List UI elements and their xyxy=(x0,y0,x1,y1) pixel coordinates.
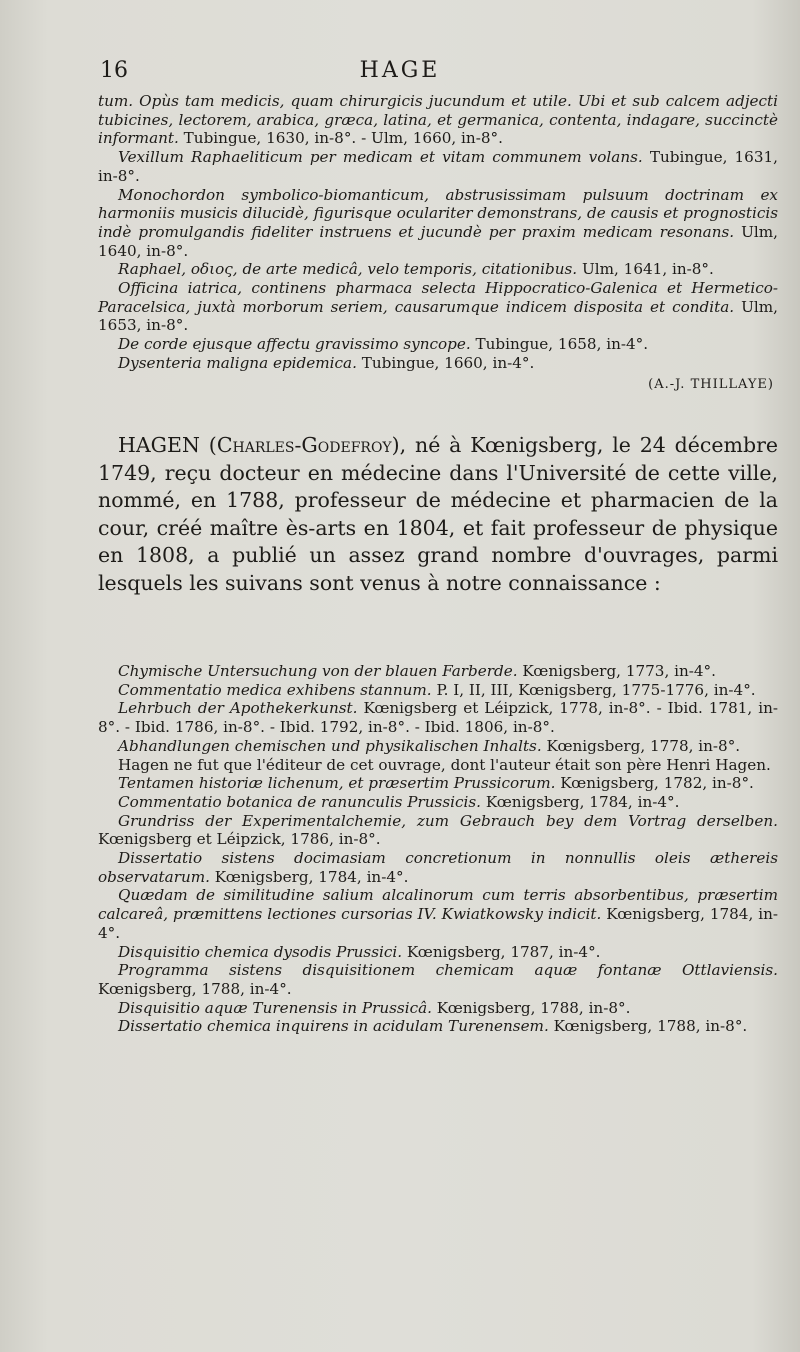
bib-title: De corde ejusque affectu gravissimo syncope. xyxy=(118,335,471,354)
bib-details: Hagen ne fut que l'éditeur de cet ouvrage, dont l'auteur était son père Henri Hagen. xyxy=(118,755,771,774)
bib-details: Kœnigsberg et Léipzick, 1786, in-8°. xyxy=(98,830,381,849)
page-header xyxy=(0,58,800,88)
bib-title: Vexillum Raphaeliticum per medicam et vitam communem volans. xyxy=(118,148,643,167)
bib-entry xyxy=(98,92,778,148)
bib-entry xyxy=(98,849,778,886)
biography-paragraph: HAGEN (Charles-Godefroy), né à Kœnigsberg, le 24 décembre 1749, reçu docteur en médecine dans l'Université de cette ville, nommé, en 1788, professeur de médecine et pharmacien de la cour, créé maître ès-arts en 1804, et fait professeur de physique en 1808, a publié un assez grand nombre d'ouvrages, parmi lesquels les suivans sont venus à notre connaissance : xyxy=(98,433,779,595)
bib-details: Kœnigsberg, 1788, in-4°. xyxy=(98,979,292,998)
bib-title: Dysenteria maligna epidemica. xyxy=(118,353,357,372)
bib-entry xyxy=(98,886,778,942)
given-names: Charles-Godefroy xyxy=(216,433,392,457)
bib-details: Kœnigsberg, 1788, in-8°. xyxy=(548,1017,748,1036)
running-title: HAGE xyxy=(359,58,441,83)
bib-details: Kœnigsberg, 1788, in-8°. xyxy=(431,998,631,1017)
bib-entry xyxy=(98,354,778,373)
bib-title: Chymische Untersuchung von der blauen Farberde. xyxy=(118,662,518,680)
bib-entry xyxy=(98,737,778,756)
biography-text: ), né à Kœnigsberg, le 24 décembre 1749, reçu docteur en médecine dans l'Université de cette ville, nommé, en 1788, professeur de médecine et pharmacien de la cour, créé maître ès-arts en 1804, et fait professeur de physique en 1808, a publié un assez grand nombre d'ouvrages, parmi lesquels les suivans sont venus à notre connaissance : xyxy=(98,433,779,595)
hagen-bibliography xyxy=(98,662,778,1036)
bib-title: tum. Opùs tam medicis, quam chirurgicis jucundum et utile. Ubi et sub calcem adjecti tubicines, lectorem, arabica, græca, latina, et germanica, contenta, indagare, succinctè informant. xyxy=(98,92,778,148)
previous-entry-bibliography xyxy=(98,92,778,392)
bib-title: Dissertatio chemica inquirens in acidulam Turenensem. xyxy=(118,1017,549,1036)
bib-entry xyxy=(98,148,778,185)
bib-entry xyxy=(98,1017,778,1036)
bib-entry xyxy=(98,186,778,261)
bib-entry xyxy=(98,260,778,279)
bib-details: Kœnigsberg, 1773, in-4°. xyxy=(517,662,716,680)
bib-title: Dissertatio sistens docimasiam concretionum in nonnullis oleis æthereis observatarum. xyxy=(98,849,778,886)
bib-title: Raphael, οδιος, de arte medicâ, velo temporis, citationibus. xyxy=(118,260,578,279)
bib-entry xyxy=(98,943,778,962)
bib-title: Commentatio botanica de ranunculis Prussicis. xyxy=(118,792,481,811)
bib-entry xyxy=(98,793,778,812)
bib-details: Tubingue, 1630, in-8°. - Ulm, 1660, in-8°. xyxy=(178,129,503,148)
bib-title: Disquisitio aquæ Turenensis in Prussicâ. xyxy=(118,998,432,1017)
bib-details: Kœnigsberg, 1784, in-4°. xyxy=(209,867,409,886)
bib-entry xyxy=(98,699,778,736)
bib-details: Tubingue, 1660, in-4°. xyxy=(356,353,535,372)
bib-title: Abhandlungen chemischen und physikalischen Inhalts. xyxy=(118,736,542,755)
bib-title: Programma sistens disquisitionem chemicam aquæ fontanæ Ottlaviensis. xyxy=(118,961,778,980)
bib-details: Kœnigsberg, 1784, in-4°. xyxy=(98,905,778,942)
bib-title: Disquisitio chemica dysodis Prussici. xyxy=(118,942,403,961)
author-signature: (A.-J. THILLAYE) xyxy=(648,376,774,392)
bib-details: Kœnigsberg et Léipzick, 1778, in-8°. - Ibid. 1781, in-8°. - Ibid. 1786, in-8°. - Ibid. 1792, in-8°. - Ibid. 1806, in-8°. xyxy=(98,699,778,737)
bib-details: P. I, II, III, Kœnigsberg, 1775-1776, in-4°. xyxy=(431,680,756,699)
bib-details: Ulm, 1653, in-8°. xyxy=(98,297,778,335)
bib-entry xyxy=(98,335,778,354)
entry-name: HAGEN xyxy=(118,433,200,457)
page-number: 16 xyxy=(100,58,128,83)
bib-details: Ulm, 1641, in-8°. xyxy=(577,260,714,279)
bib-title: Commentatio medica exhibens stannum. xyxy=(118,680,432,699)
bib-details: Kœnigsberg, 1778, in-8°. xyxy=(541,736,741,755)
bib-title: Lehrbuch der Apothekerkunst. xyxy=(118,699,358,718)
bib-details: Kœnigsberg, 1782, in-8°. xyxy=(555,774,754,793)
bib-title: Grundriss der Experimentalchemie, zum Gebrauch bey dem Vortrag derselben. xyxy=(118,811,778,830)
bib-note xyxy=(98,756,778,775)
bib-details: Tubingue, 1631, in-8°. xyxy=(98,148,778,185)
bib-title: Tentamen historiæ lichenum, et præsertim Prussicorum. xyxy=(118,774,556,793)
bib-entry xyxy=(98,681,778,700)
bib-entry xyxy=(98,662,778,681)
bib-details: Ulm, 1640, in-8°. xyxy=(98,222,778,260)
bib-details: Tubingue, 1658, in-4°. xyxy=(470,335,649,354)
biography-hagen xyxy=(98,432,778,597)
bib-entry xyxy=(98,961,778,998)
bib-entry xyxy=(98,999,778,1018)
bib-title: Quædam de similitudine salium alcalinorum cum terris absorbentibus, præsertim calcareâ, præmittens lectiones cursorias IV. Kwiatkowsky indicit. xyxy=(98,886,778,924)
bib-title: Officina iatrica, continens pharmaca selecta Hippocratico-Galenica et Hermetico-Paracelsica, juxtà morborum seriem, causarumque indicem disposita et condita. xyxy=(98,279,778,316)
bib-entry xyxy=(98,774,778,793)
bib-entry xyxy=(98,812,778,849)
bib-details: Kœnigsberg, 1784, in-4°. xyxy=(481,792,680,811)
bib-entry xyxy=(98,279,778,335)
bib-details: Kœnigsberg, 1787, in-4°. xyxy=(402,942,601,961)
bib-title: Monochordon symbolico-biomanticum, abstrusissimam pulsuum doctrinam ex harmoniis musicis dilucidè, figurisque oculariter demonstrans, de causis et prognosticis indè promulgandis fideliter instruens et jucundè per praxim medicam resonans. xyxy=(98,185,778,241)
